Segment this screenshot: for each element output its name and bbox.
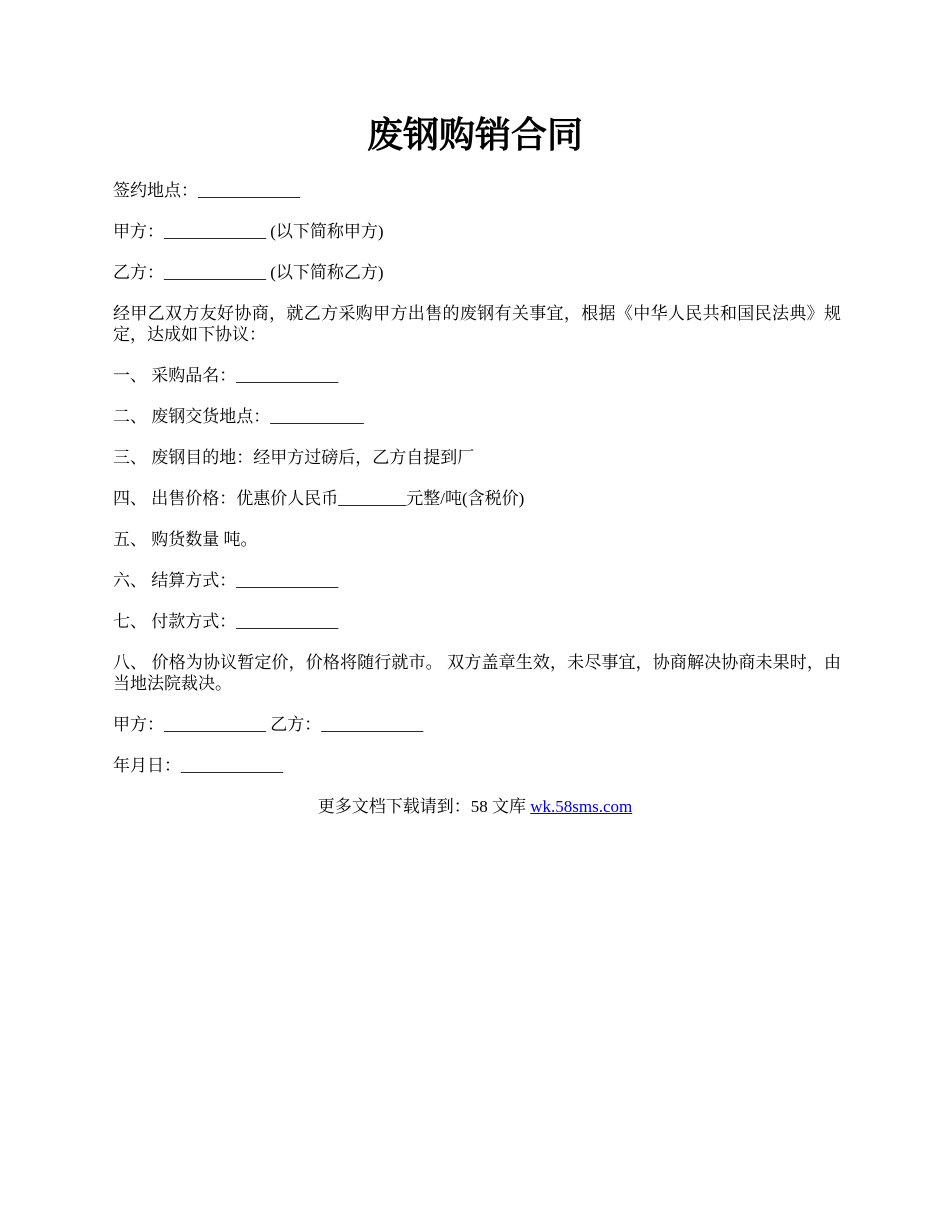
clause-4: 四、 出售价格：优惠价人民币________元整/吨(含税价)	[113, 489, 525, 508]
download-footer	[0, 796, 950, 817]
clause-1: 一、 采购品名：____________	[113, 366, 339, 385]
clause-5: 五、 购货数量 吨。	[113, 530, 258, 549]
clause-8: 八、 价格为协议暂定价，价格将随行就市。 双方盖章生效，未尽事宜，协商解决协商未果时，由当地法院裁决。	[113, 653, 841, 693]
footer-link[interactable]: wk.58sms.com	[530, 797, 633, 816]
party-b-line: 乙方：____________ (以下简称乙方)	[113, 263, 384, 282]
document-body	[113, 180, 841, 796]
clause-6: 六、 结算方式：____________	[113, 571, 339, 590]
clause-7: 七、 付款方式：____________	[113, 612, 339, 631]
signatures-line: 甲方：____________ 乙方：____________	[113, 715, 424, 734]
clause-3: 三、 废钢目的地：经甲方过磅后，乙方自提到厂	[113, 448, 475, 467]
date-line: 年月日：____________	[113, 756, 283, 775]
footer-text: 更多文档下载请到：58 文库	[317, 797, 531, 816]
document-title: 废钢购销合同	[366, 115, 583, 155]
clause-2: 二、 废钢交货地点：___________	[113, 407, 364, 426]
preamble-paragraph: 经甲乙双方友好协商，就乙方采购甲方出售的废钢有关事宜，根据《中华人民共和国民法典》规定，达成如下协议：	[113, 304, 841, 344]
party-a-line: 甲方：____________ (以下简称甲方)	[113, 222, 384, 241]
signing-place-line: 签约地点：____________	[113, 181, 300, 200]
